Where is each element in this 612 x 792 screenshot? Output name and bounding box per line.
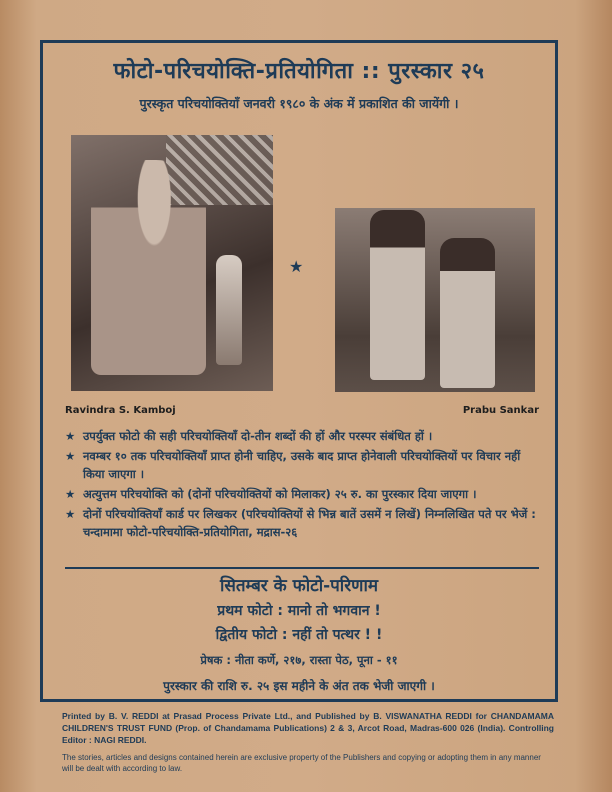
second-photo-result: द्वितीय फोटो : नहीं तो पत्थर ! ! [215,627,383,643]
rule-text: दोनों परिचयोक्तियाँ कार्ड पर लिखकर (परिचयोक्तियों से भिन्न बातें उसमें न लिखें) निम्नलिखित पते पर भेजें : चन्दामामा फोटो-परिचयोक्ति-प्रतियोगिता, मद्रास-२६ [83,507,536,539]
rule-item [65,447,543,483]
first-photo-result: प्रथम फोटो : मानो तो भगवान ! [217,603,381,619]
photo-right-caption: Prabu Sankar [462,405,539,416]
star-bullet-icon: ★ [65,449,76,463]
rule-item [65,485,543,503]
results-title: सितम्बर के फोटो-परिणाम [219,576,379,596]
rule-text: अत्युत्तम परिचयोक्ति को (दोनों परिचयोक्तियों को मिलाकर) २५ रु. का पुरस्कार दिया जाएगा । [83,487,477,501]
section-divider [65,567,539,569]
sender-line: प्रेषक : नीता कर्णे, २१७, रास्ता पेठ, पूना - ११ [200,653,398,667]
rule-item [65,427,543,445]
photo-left [71,135,273,391]
prize-note: पुरस्कार की राशि रु. २५ इस महीने के अंत तक भेजी जाएगी । [163,679,435,693]
star-icon: ★ [289,257,304,276]
rule-text: उपर्युक्त फोटो की सही परिचयोक्तियाँ दो-तीन शब्दों की हों और परस्पर संबंधित हों । [83,429,433,443]
boy-figure-2 [440,238,495,388]
rule-text: नवम्बर १० तक परिचयोक्तियाँ प्राप्त होनी चाहिए, उसके बाद प्राप्त होनेवाली परिचयोक्तियों पर विचार नहीं किया जाएगा । [83,449,521,481]
woman-figure [91,160,206,375]
boy-figure-1 [370,210,425,380]
rule-item [65,505,543,541]
rules-list [65,427,543,543]
star-bullet-icon: ★ [65,429,76,443]
photo-left-caption: Ravindra S. Kamboj [65,405,176,416]
contest-frame [40,40,558,702]
contest-subtitle: पुरस्कृत परिचयोक्तियाँ जनवरी १९८० के अंक में प्रकाशित की जायेंगी । [139,96,459,111]
photo-right [335,208,535,392]
copyright-notice: The stories, articles and designs contained herein are exclusive property of the Publishers and copying or adopting them in any manner will be dealt with according to law. [62,753,541,773]
star-bullet-icon: ★ [65,507,76,521]
doll-figure [216,255,242,365]
contest-title: फोटो-परिचयोक्ति-प्रतियोगिता :: पुरस्कार २५ [113,59,485,84]
printer-imprint: Printed by B. V. REDDI at Prasad Process Private Ltd., and Published by B. VISWANATHA REDDI for CHANDAMAMA CHILDREN'S TRUST FUND (Prop. of Chandamama Publications) 2 & 3, Arcot Road, Madras-600 026 (India). Controlling Editor : NAGI REDDI. [62,711,554,745]
star-bullet-icon: ★ [65,487,76,501]
